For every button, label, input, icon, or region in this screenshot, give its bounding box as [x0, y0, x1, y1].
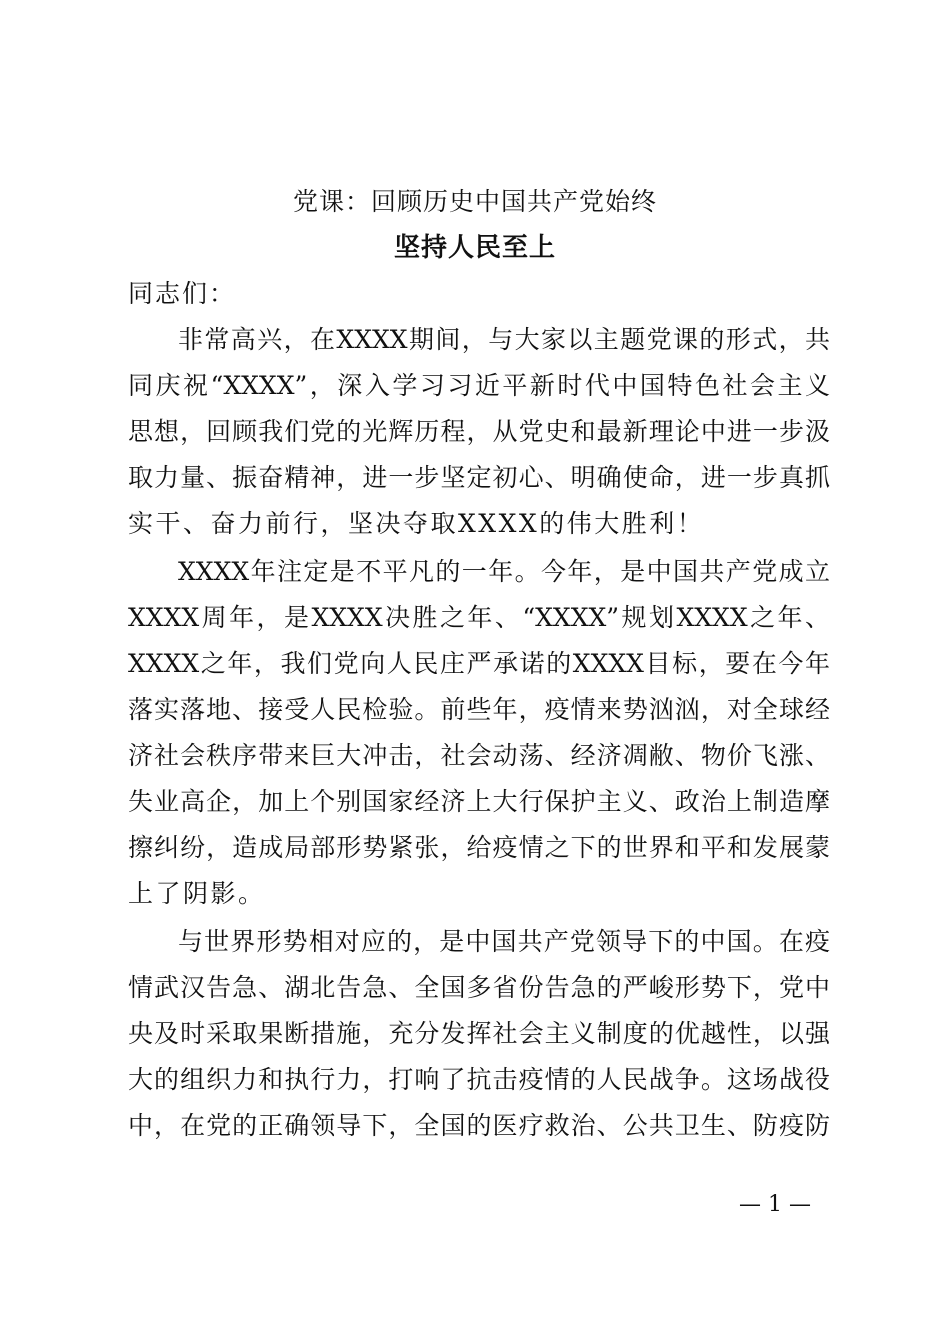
paragraph-3-line: 情武汉告急、湖北告急、全国多省份告急的严峻形势下，党中 [128, 973, 830, 1002]
paragraph-2-line: 落实落地、接受人民检验。前些年，疫情来势汹汹，对全球经 [128, 695, 830, 724]
paragraph-1-line: 取力量、振奋精神，进一步坚定初心、明确使命，进一步真抓 [128, 463, 830, 492]
paragraph-2-line: XXXX之年，我们党向人民庄严承诺的XXXX目标，要在今年 [128, 649, 830, 678]
salutation: 同志们： [128, 279, 237, 308]
document-title-line-2: 坚持人民至上 [393, 233, 556, 263]
paragraph-3-line: 央及时采取果断措施，充分发挥社会主义制度的优越性，以强 [128, 1019, 830, 1048]
paragraph-3-line: 中，在党的正确领导下，全国的医疗救治、公共卫生、防疫防 [128, 1111, 830, 1140]
paragraph-1-line: 思想，回顾我们党的光辉历程，从党史和最新理论中进一步汲 [128, 417, 830, 446]
paragraph-2-line: 上了阴影。 [128, 879, 266, 908]
paragraph-1-line: 非常高兴，在XXXX期间，与大家以主题党课的形式，共 [178, 325, 830, 354]
paragraph-3-line: 与世界形势相对应的，是中国共产党领导下的中国。在疫 [178, 927, 830, 956]
document-title-line-1: 党课：回顾历史中国共产党始终 [292, 187, 657, 216]
paragraph-2-line: XXXX周年，是XXXX决胜之年、“XXXX”规划XXXX之年、 [128, 603, 830, 632]
page-number: — 1 — [739, 1192, 811, 1217]
paragraph-2-line: 失业高企，加上个别国家经济上大行保护主义、政治上制造摩 [128, 787, 830, 816]
paragraph-1-line: 同庆祝“XXXX”，深入学习习近平新时代中国特色社会主义 [128, 371, 830, 400]
paragraph-2-line: 济社会秩序带来巨大冲击，社会动荡、经济凋敝、物价飞涨、 [128, 741, 830, 770]
paragraph-1-line: 实干、奋力前行，坚决夺取XXXX的伟大胜利！ [128, 509, 705, 538]
paragraph-2-line: XXXX年注定是不平凡的一年。今年，是中国共产党成立 [178, 557, 830, 586]
paragraph-3-line: 大的组织力和执行力，打响了抗击疫情的人民战争。这场战役 [128, 1065, 830, 1094]
paragraph-2-line: 擦纠纷，造成局部形势紧张，给疫情之下的世界和平和发展蒙 [128, 833, 830, 862]
